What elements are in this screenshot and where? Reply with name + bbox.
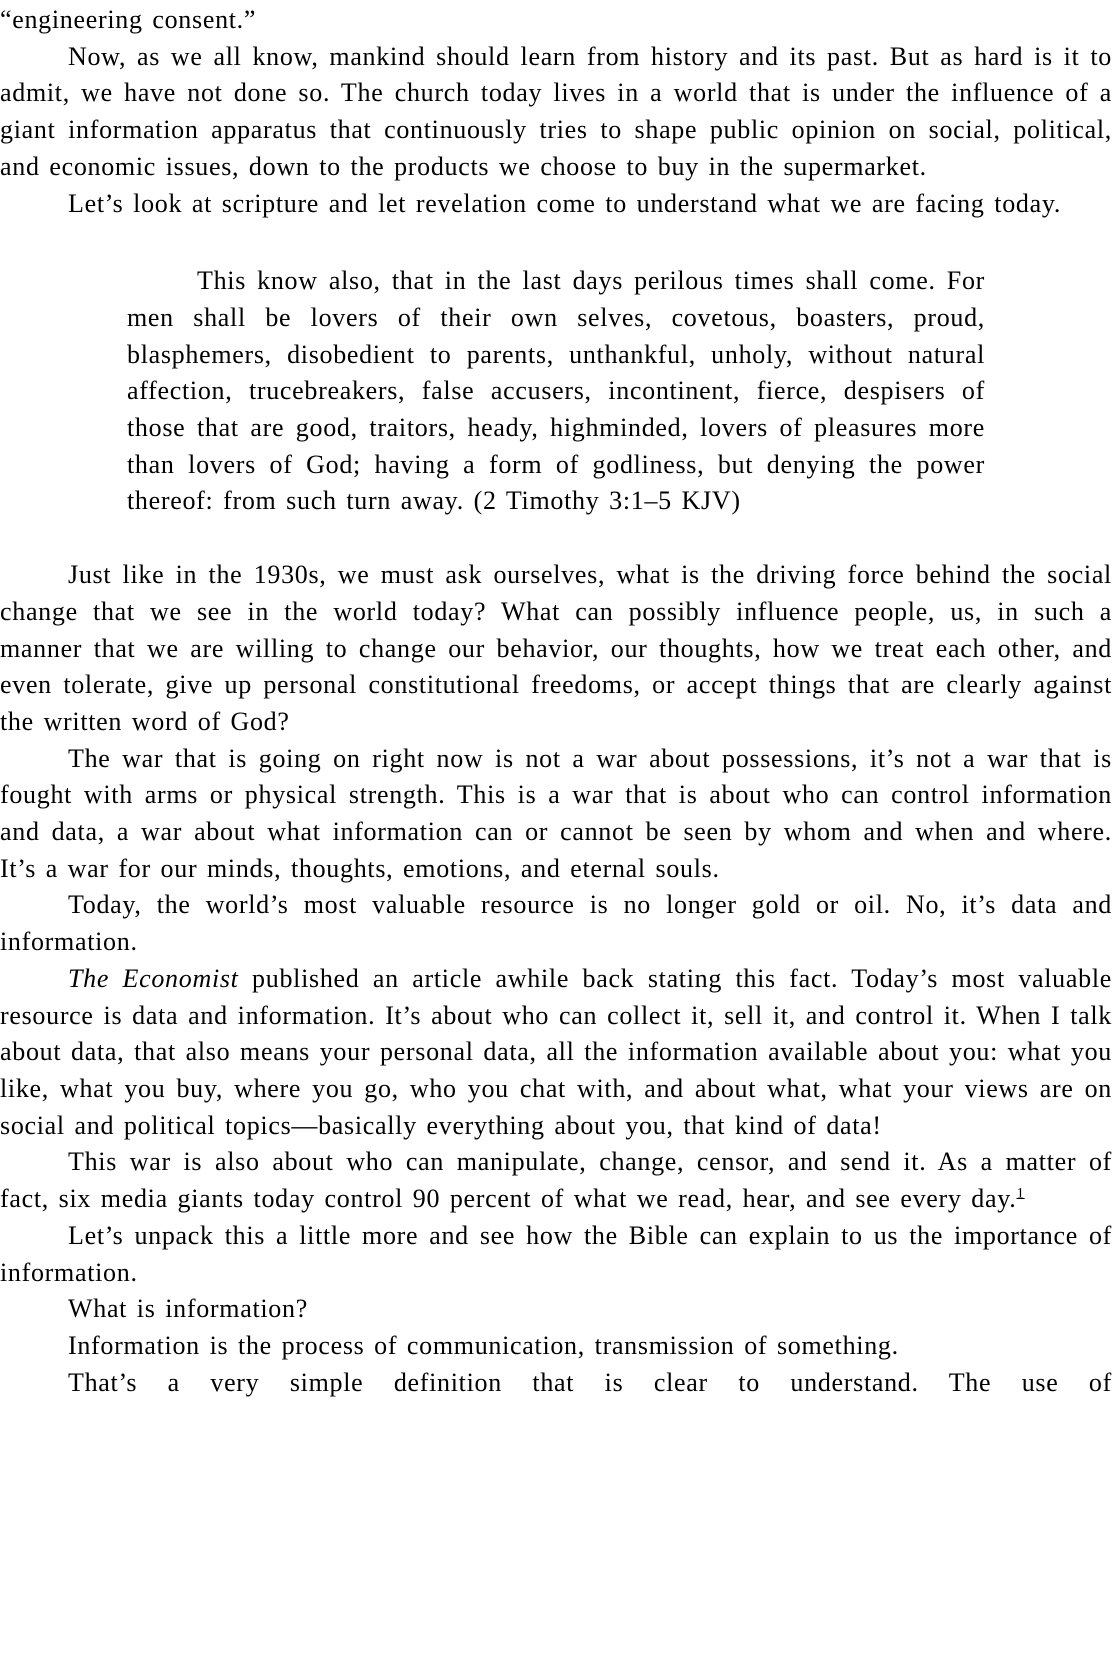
paragraph-text: Let’s unpack this a little more and see how the Bible can explain to us the importance of information.: [0, 1220, 1112, 1287]
paragraph-text: Information is the process of communication, transmission of something.: [68, 1330, 899, 1360]
paragraph-text: Just like in the 1930s, we must ask ourselves, what is the driving force behind the social change that we see in the world today? What can possibly influence people, us, in such a manner that we are willing to change our behavior, our thoughts, how we treat each other, and even tolerate, give up personal constitutional freedoms, or accept things that are clearly against the written word of God?: [0, 560, 1112, 736]
paragraph-text: That’s a very simple definition that is clear to understand. The use of: [68, 1367, 1112, 1397]
paragraph-text: Now, as we all know, mankind should learn from history and its past. But as hard is it to admit, we have not done so. The church today lives in a world that is under the influence of a giant information apparatus that continuously tries to shape public opinion on social, political, and economic issues, down to the products we choose to buy in the supermarket.: [0, 41, 1112, 181]
paragraph-war-going-on: [0, 741, 1112, 888]
paragraph-six-media-giants: [0, 1144, 1112, 1217]
paragraph-text: What is information?: [68, 1294, 308, 1324]
paragraph-just-like-1930s: [0, 557, 1112, 741]
paragraph-text: Let’s look at scripture and let revelation come to understand what we are facing today.: [68, 188, 1062, 218]
paragraph-text: This war is also about who can manipulate, change, censor, and send it. As a matter of fact, six media giants today control 90 percent of what we read, hear, and see every day.: [0, 1147, 1112, 1214]
paragraph-continuation: [0, 2, 1112, 39]
paragraph-text: “engineering consent.”: [0, 5, 257, 34]
footnote-ref-1[interactable]: 1: [1016, 1185, 1025, 1202]
paragraph-look-at-scripture: [0, 186, 1112, 223]
paragraph-unpack-this: [0, 1218, 1112, 1291]
paragraph-most-valuable-resource: [0, 887, 1112, 960]
book-title-italic: The Economist: [68, 963, 239, 993]
paragraph-information-definition: [0, 1328, 1112, 1365]
paragraph-learn-from-history: [0, 39, 1112, 186]
paragraph-text: The war that is going on right now is not a war about possessions, it’s not a war that is fought with arms or physical strength. This is a war that is about who can control information and data, a war about what information can or cannot be seen by whom and when and where. It’s a war for our minds, thoughts, emotions, and eternal souls.: [0, 743, 1112, 883]
paragraph-economist-article: [0, 961, 1112, 1145]
blockquote-text: This know also, that in the last days perilous times shall come. For men shall be lovers of their own selves, covetous, boasters, proud, blasphemers, disobedient to parents, unthankful, unholy, without natural affection, trucebreakers, false accusers, incontinent, fierce, despisers of those that are good, traitors, heady, highminded, lovers of pleasures more than lovers of God; having a form of godliness, but denying the power thereof: from such turn away. (2 Timothy 3:1–5 KJV): [127, 266, 985, 516]
paragraph-what-is-information: [0, 1291, 1112, 1328]
paragraph-text: Today, the world’s most valuable resource is no longer gold or oil. No, it’s data and information.: [0, 890, 1112, 957]
footnote-superscript: [1016, 1185, 1024, 1201]
paragraph-simple-definition-cutoff: [0, 1365, 1112, 1402]
blockquote-scripture-2-timothy: [127, 263, 985, 520]
paragraph-text: published an article awhile back stating this fact. Today’s most valuable resource is data and information. It’s about who can collect it, sell it, and control it. When I talk about data, that also means your personal data, all the information available about you: what you like, what you buy, where you go, who you chat with, and about what, what your views are on social and political topics—basically everything about you, that kind of data!: [0, 963, 1112, 1140]
